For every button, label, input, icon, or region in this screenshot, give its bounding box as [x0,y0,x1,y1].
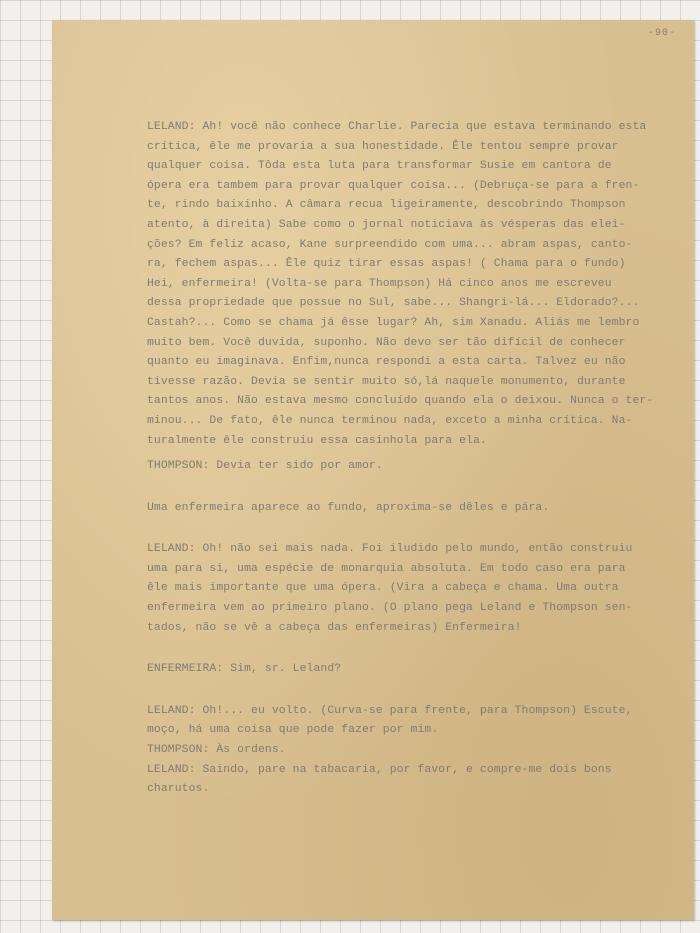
text-line: quanto eu imaginava. Enfim,nunca respondi a esta carta. Talvez eu não [147,356,626,369]
text-line: uma para si, uma espécie de monarquia absoluta. Em todo caso era para [147,562,626,575]
text-line: atento, à direita) Sabe como o jornal noticiava às vésperas das elei- [147,218,626,231]
text-line: moço, há uma coisa que pode fazer por mim. [147,724,439,737]
page-number: -90- [647,28,676,39]
text-line: LELAND: Oh! não sei mais nada. Foi iludido pelo mundo, então construiu [147,543,633,556]
text-line: enfermeira vem ao primeiro plano. (O plano pega Leland e Thompson sen- [147,602,633,615]
text-line: crítica, êle me provaria a sua honestidade. Êle tentou sempre provar [147,140,619,153]
text-line: ra, fechem aspas... Êle quiz tirar essas aspas! ( Chama para o fundo) [147,258,626,271]
text-line: tados, não se vê a cabeça das enfermeiras) Enfermeira! [147,621,522,634]
text-line: tantos anos. Não estava mesmo concluído quando ela o deixou. Nunca o ter- [147,395,654,408]
text-line: Castah?... Como se chama já êsse lugar? Ah, sim Xanadu. Aliás me lembro [147,316,640,329]
text-line: tivesse razão. Devia se sentir muito só,lá naquele monumento, durante [147,375,626,388]
text-line: muito bem. Você duvida, suponho. Não devo ser tão difícil de conhecer [147,336,626,349]
text-line: ópera era tambem para provar qualquer coisa... (Debruça-se para a fren- [147,179,640,192]
text-line: LELAND: Ah! você não conhece Charlie. Parecia que estava terminando esta [147,121,647,133]
text-line: dessa propriedade que possue no Sul, sabe... Shangri-lá... Eldorado?... [147,297,640,310]
text-line: te, rindo baixinho. A câmara recua ligeiramente, descobrindo Thompson [147,199,626,212]
text-line: THOMPSON: Às ordens. [147,744,286,757]
text-line: ENFERMEIRA: Sim, sr. Leland? [147,663,342,676]
text-line: turalmente êle construiu essa casinhola para ela. [147,434,487,447]
text-line: charutos. [147,783,210,796]
stage-direction: Uma enfermeira aparece ao fundo, aproxima-se dêles e pára. [147,501,550,514]
text-line: Hei, enfermeira! (Volta-se para Thompson) Há cinco anos me escreveu [147,277,612,290]
text-line: minou... De fato, êle nunca terminou nada, exceto a minha crítica. Na- [147,414,633,427]
script-body [147,118,700,800]
text-line: LELAND: Saindo, pare na tabacaria, por favor, e compre-me dois bons [147,763,612,776]
text-line: LELAND: Oh!... eu volto. (Curva-se para frente, para Thompson) Escute, [147,704,633,717]
text-line: qualquer coisa. Tôda esta luta para transformar Susie em cantora de [147,160,612,173]
text-line: êle mais importante que uma ópera. (Vira a cabeça e chama. Uma outra [147,582,619,595]
text-line: THOMPSON: Devia ter sido por amor. [147,460,383,473]
text-line: ções? Em feliz acaso, Kane surpreendido com uma... abram aspas, canto- [147,238,633,251]
typewritten-page [52,20,694,920]
